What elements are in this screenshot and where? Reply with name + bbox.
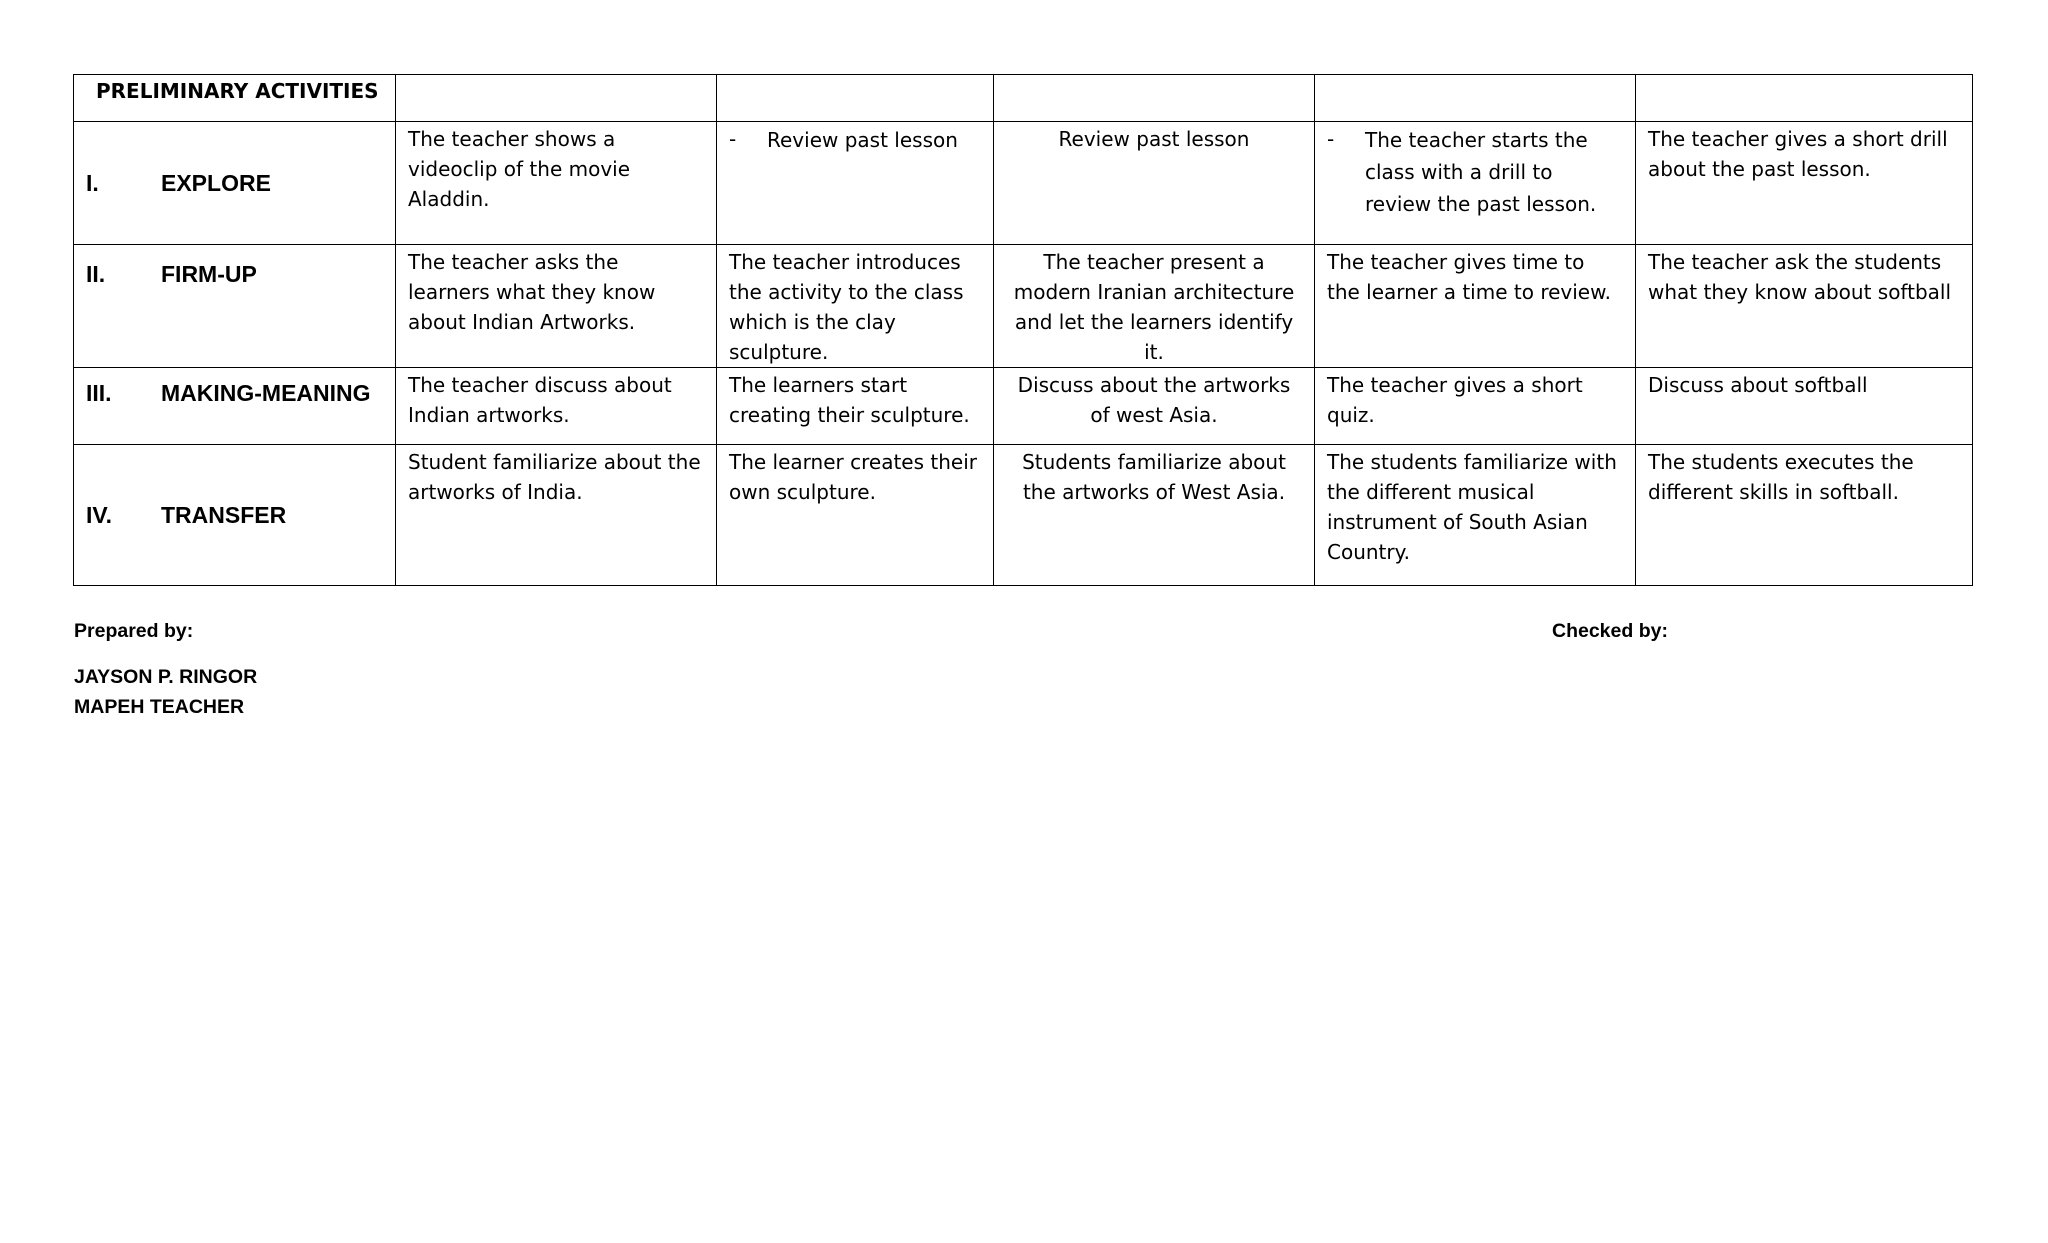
- table-row-explore: [74, 122, 1973, 245]
- table-row-transfer: [74, 445, 1973, 586]
- row-title: FIRM-UP: [161, 261, 257, 287]
- table-cell: Discuss about the artworks of west Asia.: [994, 368, 1315, 445]
- bullet-text: The teacher starts the class with a drill to review the past lesson.: [1365, 128, 1597, 216]
- table-cell: The teacher gives a short drill about the past lesson.: [1636, 122, 1973, 245]
- day-header-4: [1315, 75, 1636, 122]
- table-row-firm-up: [74, 245, 1973, 368]
- table-cell: The teacher present a modern Iranian architecture and let the learners identify it.: [994, 245, 1315, 368]
- preliminary-activities-header: PRELIMINARY ACTIVITIES: [74, 75, 396, 122]
- day-header-3: [994, 75, 1315, 122]
- table-cell: Student familiarize about the artworks of India.: [396, 445, 717, 586]
- table-cell: [1315, 122, 1636, 245]
- day-header-1: [396, 75, 717, 122]
- table-cell: Discuss about softball: [1636, 368, 1973, 445]
- teacher-title: MAPEH TEACHER: [74, 696, 245, 718]
- bullet-text: Review past lesson: [767, 128, 958, 152]
- table-cell: The teacher discuss about Indian artworks.: [396, 368, 717, 445]
- bullet-item: [729, 124, 981, 156]
- row-label-cell: [74, 122, 396, 245]
- row-number: II.: [86, 261, 106, 287]
- lesson-plan-table: [73, 74, 1973, 586]
- bullet-dash: -: [729, 127, 737, 151]
- table-row-making-meaning: [74, 368, 1973, 445]
- table-header-row: [74, 75, 1973, 122]
- table-cell: Review past lesson: [994, 122, 1315, 245]
- table-cell: The teacher shows a videoclip of the movie Aladdin.: [396, 122, 717, 245]
- table-cell: The teacher ask the students what they know about softball: [1636, 245, 1973, 368]
- table-cell: [717, 122, 994, 245]
- row-label: [74, 500, 395, 530]
- day-header-2: [717, 75, 994, 122]
- table-cell: The teacher gives time to the learner a time to review.: [1315, 245, 1636, 368]
- table-cell: The teacher gives a short quiz.: [1315, 368, 1636, 445]
- row-label: [74, 245, 395, 289]
- table-cell: The teacher asks the learners what they know about Indian Artworks.: [396, 245, 717, 368]
- checked-by-label: Checked by:: [1552, 620, 1668, 642]
- row-label-cell: [74, 245, 396, 368]
- table-cell: The students familiarize with the different musical instrument of South Asian Country.: [1315, 445, 1636, 586]
- table-cell: The learners start creating their sculpture.: [717, 368, 994, 445]
- table-cell: The students executes the different skills in softball.: [1636, 445, 1973, 586]
- row-number: IV.: [86, 502, 113, 528]
- row-label: [74, 168, 395, 198]
- row-label-cell: [74, 368, 396, 445]
- row-title: EXPLORE: [161, 170, 271, 196]
- row-title: TRANSFER: [161, 502, 287, 528]
- teacher-name: JAYSON P. RINGOR: [74, 666, 258, 688]
- prepared-by-label: Prepared by:: [74, 620, 194, 642]
- row-number: III.: [86, 380, 112, 406]
- row-title: MAKING-MEANING: [161, 380, 371, 406]
- row-label-cell: [74, 445, 396, 586]
- day-header-5: [1636, 75, 1973, 122]
- table-cell: Students familiarize about the artworks of West Asia.: [994, 445, 1315, 586]
- bullet-item: [1327, 124, 1623, 220]
- row-label: [74, 368, 395, 408]
- table-cell: The learner creates their own sculpture.: [717, 445, 994, 586]
- table-cell: The teacher introduces the activity to the class which is the clay sculpture.: [717, 245, 994, 368]
- bullet-dash: -: [1327, 127, 1335, 151]
- row-number: I.: [86, 170, 99, 196]
